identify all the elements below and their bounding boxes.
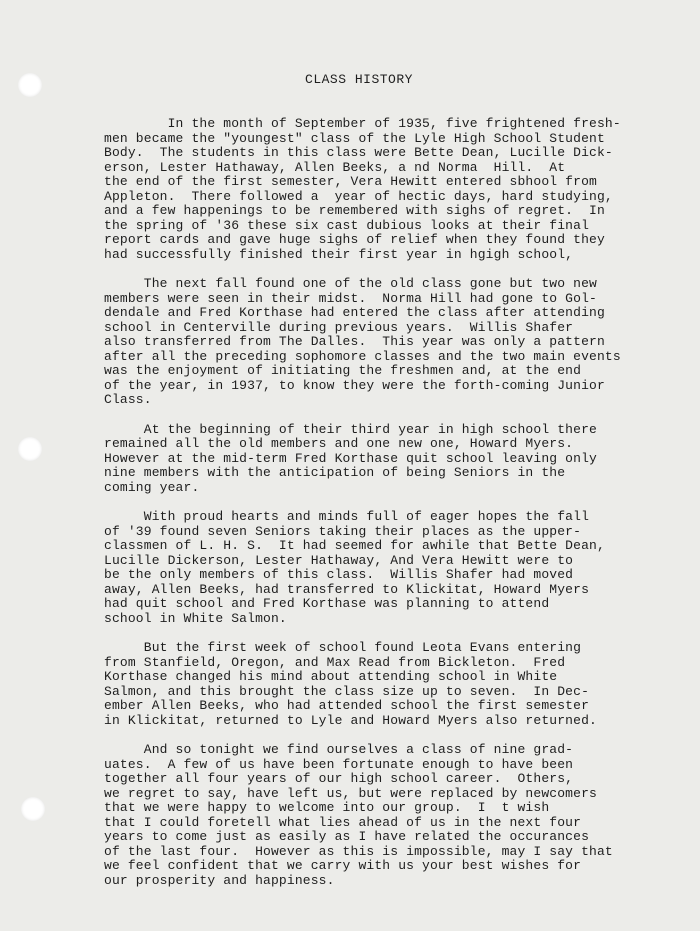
text-line: years to come just as easily as I have related the occurances (104, 829, 590, 844)
text-line: that we were happy to welcome into our group. I t wish (104, 800, 550, 815)
text-line: Lucille Dickerson, Lester Hathaway, And Vera Hewitt were to (104, 552, 574, 568)
text-line: However at the mid-term Fred Korthase quit school leaving only (104, 450, 597, 466)
text-line: With proud hearts and minds full of eager hopes the fall (104, 509, 590, 524)
document-body (104, 117, 664, 903)
text-line: But the first week of school found Leota Evans entering (104, 640, 582, 655)
text-line: also transferred from The Dalles. This year was only a pattern (104, 334, 605, 349)
text-line: uates. A few of us have been fortunate enough to have been (104, 756, 574, 772)
text-line: away, Allen Beeks, had transferred to Klickitat, Howard Myers (104, 581, 590, 597)
text-line: from Stanfield, Oregon, and Max Read from Bickleton. Fred (104, 654, 566, 670)
text-line: in Klickitat, returned to Lyle and Howard Myers also returned. (104, 712, 597, 728)
paragraph (104, 423, 664, 496)
text-line: of '39 found seven Seniors taking their places as the upper- (104, 523, 582, 539)
text-line: report cards and gave huge sighs of relief when they found they (104, 232, 605, 247)
text-line: was the enjoyment of initiating the freshmen and, at the end (104, 363, 582, 378)
text-line: At the beginning of their third year in high school there (104, 421, 597, 437)
text-line: school in Centerville during previous years. Willis Shafer (104, 319, 574, 335)
text-line: Salmon, and this brought the class size up to seven. In Dec- (104, 683, 590, 699)
text-line: had quit school and Fred Korthase was planning to attend (104, 596, 550, 611)
text-line: ember Allen Beeks, who had attended school the first semester (104, 698, 590, 713)
text-line: our prosperity and happiness. (104, 872, 335, 888)
text-line: remained all the old members and one new one, Howard Myers. (104, 436, 574, 451)
text-line: Appleton. There followed a year of hectic days, hard studying, (104, 188, 613, 204)
page-title: CLASS HISTORY (305, 72, 413, 87)
text-line: coming year. (104, 479, 200, 495)
text-line: had successfully finished their first year in hgigh school, (104, 246, 574, 262)
text-line: erson, Lester Hathaway, Allen Beeks, a nd Norma Hill. At (104, 159, 566, 175)
text-line: nine members with the anticipation of being Seniors in the (104, 465, 566, 480)
text-line: men became the "youngest" class of the Lyle High School Student (104, 130, 605, 146)
paragraph (104, 743, 664, 888)
paragraph (104, 641, 664, 728)
text-line: the end of the first semester, Vera Hewitt entered sbhool from (104, 174, 597, 189)
text-line: be the only members of this class. Willis Shafer had moved (104, 567, 574, 582)
text-line: Class. (104, 392, 152, 407)
text-line: Korthase changed his mind about attending school in White (104, 669, 558, 684)
punch-hole (18, 437, 42, 461)
text-line: school in White Salmon. (104, 610, 287, 626)
paragraph (104, 277, 664, 408)
text-line: The next fall found one of the old class gone but two new (104, 276, 597, 291)
text-line: the spring of '36 these six cast dubious looks at their final (104, 217, 590, 233)
text-line: after all the preceding sophomore classes and the two main events (104, 348, 621, 364)
paragraph (104, 117, 664, 262)
text-line: And so tonight we find ourselves a class of nine grad- (104, 742, 574, 757)
paragraph (104, 510, 664, 626)
text-line: we feel confident that we carry with us your best wishes for (104, 858, 582, 873)
punch-hole (21, 797, 45, 821)
text-line: dendale and Fred Korthase had entered the class after attending (104, 305, 605, 320)
text-line: that I could foretell what lies ahead of us in the next four (104, 814, 582, 830)
text-line: of the last four. However as this is impossible, may I say that (104, 843, 613, 859)
text-line: and a few happenings to be remembered with sighs of regret. In (104, 203, 605, 218)
text-line: Body. The students in this class were Bette Dean, Lucille Dick- (104, 145, 613, 160)
text-line: In the month of September of 1935, five frightened fresh- (104, 116, 621, 131)
text-line: classmen of L. H. S. It had seemed for awhile that Bette Dean, (104, 538, 605, 553)
text-line: we regret to say, have left us, but were replaced by newcomers (104, 785, 597, 801)
text-line: of the year, in 1937, to know they were the forth-coming Junior (104, 377, 605, 393)
text-line: together all four years of our high school career. Others, (104, 771, 574, 786)
text-line: members were seen in their midst. Norma Hill had gone to Gol- (104, 290, 597, 306)
